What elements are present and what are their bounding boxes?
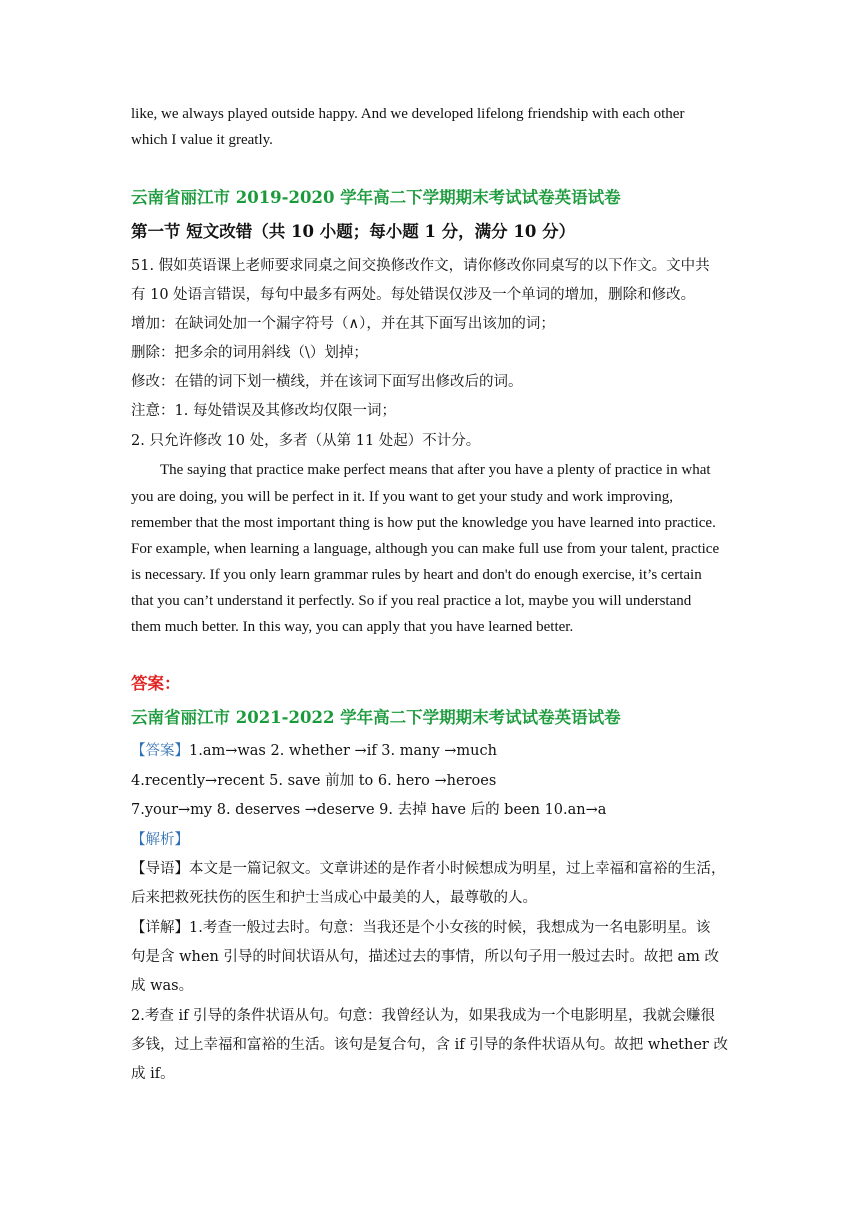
detail-line xyxy=(131,918,731,938)
passage-line: remember that the most important thing is how put the knowledge you have learned into practice. xyxy=(131,515,716,531)
detail-line: 成 if。 xyxy=(131,1066,175,1082)
detail-text: 1.考查一般过去时。句意：当我还是个小女孩的时候，我想成为一名电影明星。该 xyxy=(189,920,711,936)
detail-line: 句是含 when 引导的时间状语从句，描述过去的事情，所以句子用一般过去时。故把 am 改 xyxy=(131,949,719,965)
instruction-line: 2. 只允许修改 10 处，多者（从第 11 处起）不计分。 xyxy=(131,433,481,449)
passage-line: is necessary. If you only learn grammar rules by heart and don't do enough exercise, it’s certain xyxy=(131,567,702,583)
guide-text: 本文是一篇记叙文。文章讲述的是作者小时候想成为明星，过上幸福和富裕的生活， xyxy=(189,861,726,877)
section-heading: 第一节 短文改错（共 10 小题；每小题 1 分，满分 10 分） xyxy=(131,222,576,241)
answer-tag: 【答案】 xyxy=(131,743,189,759)
text-line: like, we always played outside happy. And we developed lifelong friendship with each other xyxy=(131,106,685,122)
guide-tag: 【导语】 xyxy=(131,861,189,877)
instruction-line: 删除：把多余的词用斜线（\）划掉； xyxy=(131,345,368,361)
answer-line: 7.your→my 8. deserves →deserve 9. 去掉 have 后的 been 10.an→a xyxy=(131,802,607,818)
instruction-line: 注意：1. 每处错误及其修改均仅限一词； xyxy=(131,403,396,419)
passage-line: The saying that practice make perfect means that after you have a plenty of practice in what xyxy=(160,462,711,478)
instruction-line: 增加：在缺词处加一个漏字符号（∧），并在其下面写出该加的词； xyxy=(131,316,555,332)
detail-line: 多钱，过上幸福和富裕的生活。该句是复合句，含 if 引导的条件状语从句。故把 whether 改 xyxy=(131,1037,728,1053)
answer-line xyxy=(131,741,731,761)
instruction-line: 51. 假如英语课上老师要求同桌之间交换修改作文，请你修改你同桌写的以下作文。文中共 xyxy=(131,258,710,274)
exam-title: 云南省丽江市 2019-2020 学年高二下学期期末考试试卷英语试卷 xyxy=(131,188,621,207)
detail-line: 成 was。 xyxy=(131,978,194,994)
detail-line: 2.考查 if 引导的条件状语从句。句意：我曾经认为，如果我成为一个电影明星，我就会赚很 xyxy=(131,1008,716,1024)
passage-line: you are doing, you will be perfect in it. If you want to get your study and work improving, xyxy=(131,489,673,505)
passage-line: For example, when learning a language, although you can make full use from your talent, practice xyxy=(131,541,720,557)
text-line: which I value it greatly. xyxy=(131,132,273,148)
instruction-line: 有 10 处语言错误，每句中最多有两处。每处错误仅涉及一个单词的增加，删除和修改。 xyxy=(131,287,696,303)
instruction-line: 修改：在错的词下划一横线，并在该词下面写出修改后的词。 xyxy=(131,374,523,390)
answer-text: 1.am→was 2. whether →if 3. many →much xyxy=(189,743,497,759)
passage-line: that you can’t understand it perfectly. So if you real practice a lot, maybe you will understand xyxy=(131,593,692,609)
detail-tag: 【详解】 xyxy=(131,920,189,936)
answer-label: 答案： xyxy=(131,674,181,693)
passage-line: them much better. In this way, you can apply that you have learned better. xyxy=(131,619,574,635)
answer-line: 4.recently→recent 5. save 前加 to 6. hero →heroes xyxy=(131,773,497,789)
exam-title: 云南省丽江市 2021-2022 学年高二下学期期末考试试卷英语试卷 xyxy=(131,708,621,727)
guide-line: 后来把救死扶伤的医生和护士当成心中最美的人，最尊敬的人。 xyxy=(131,890,537,906)
guide-line xyxy=(131,859,731,879)
analysis-tag: 【解析】 xyxy=(131,832,189,848)
